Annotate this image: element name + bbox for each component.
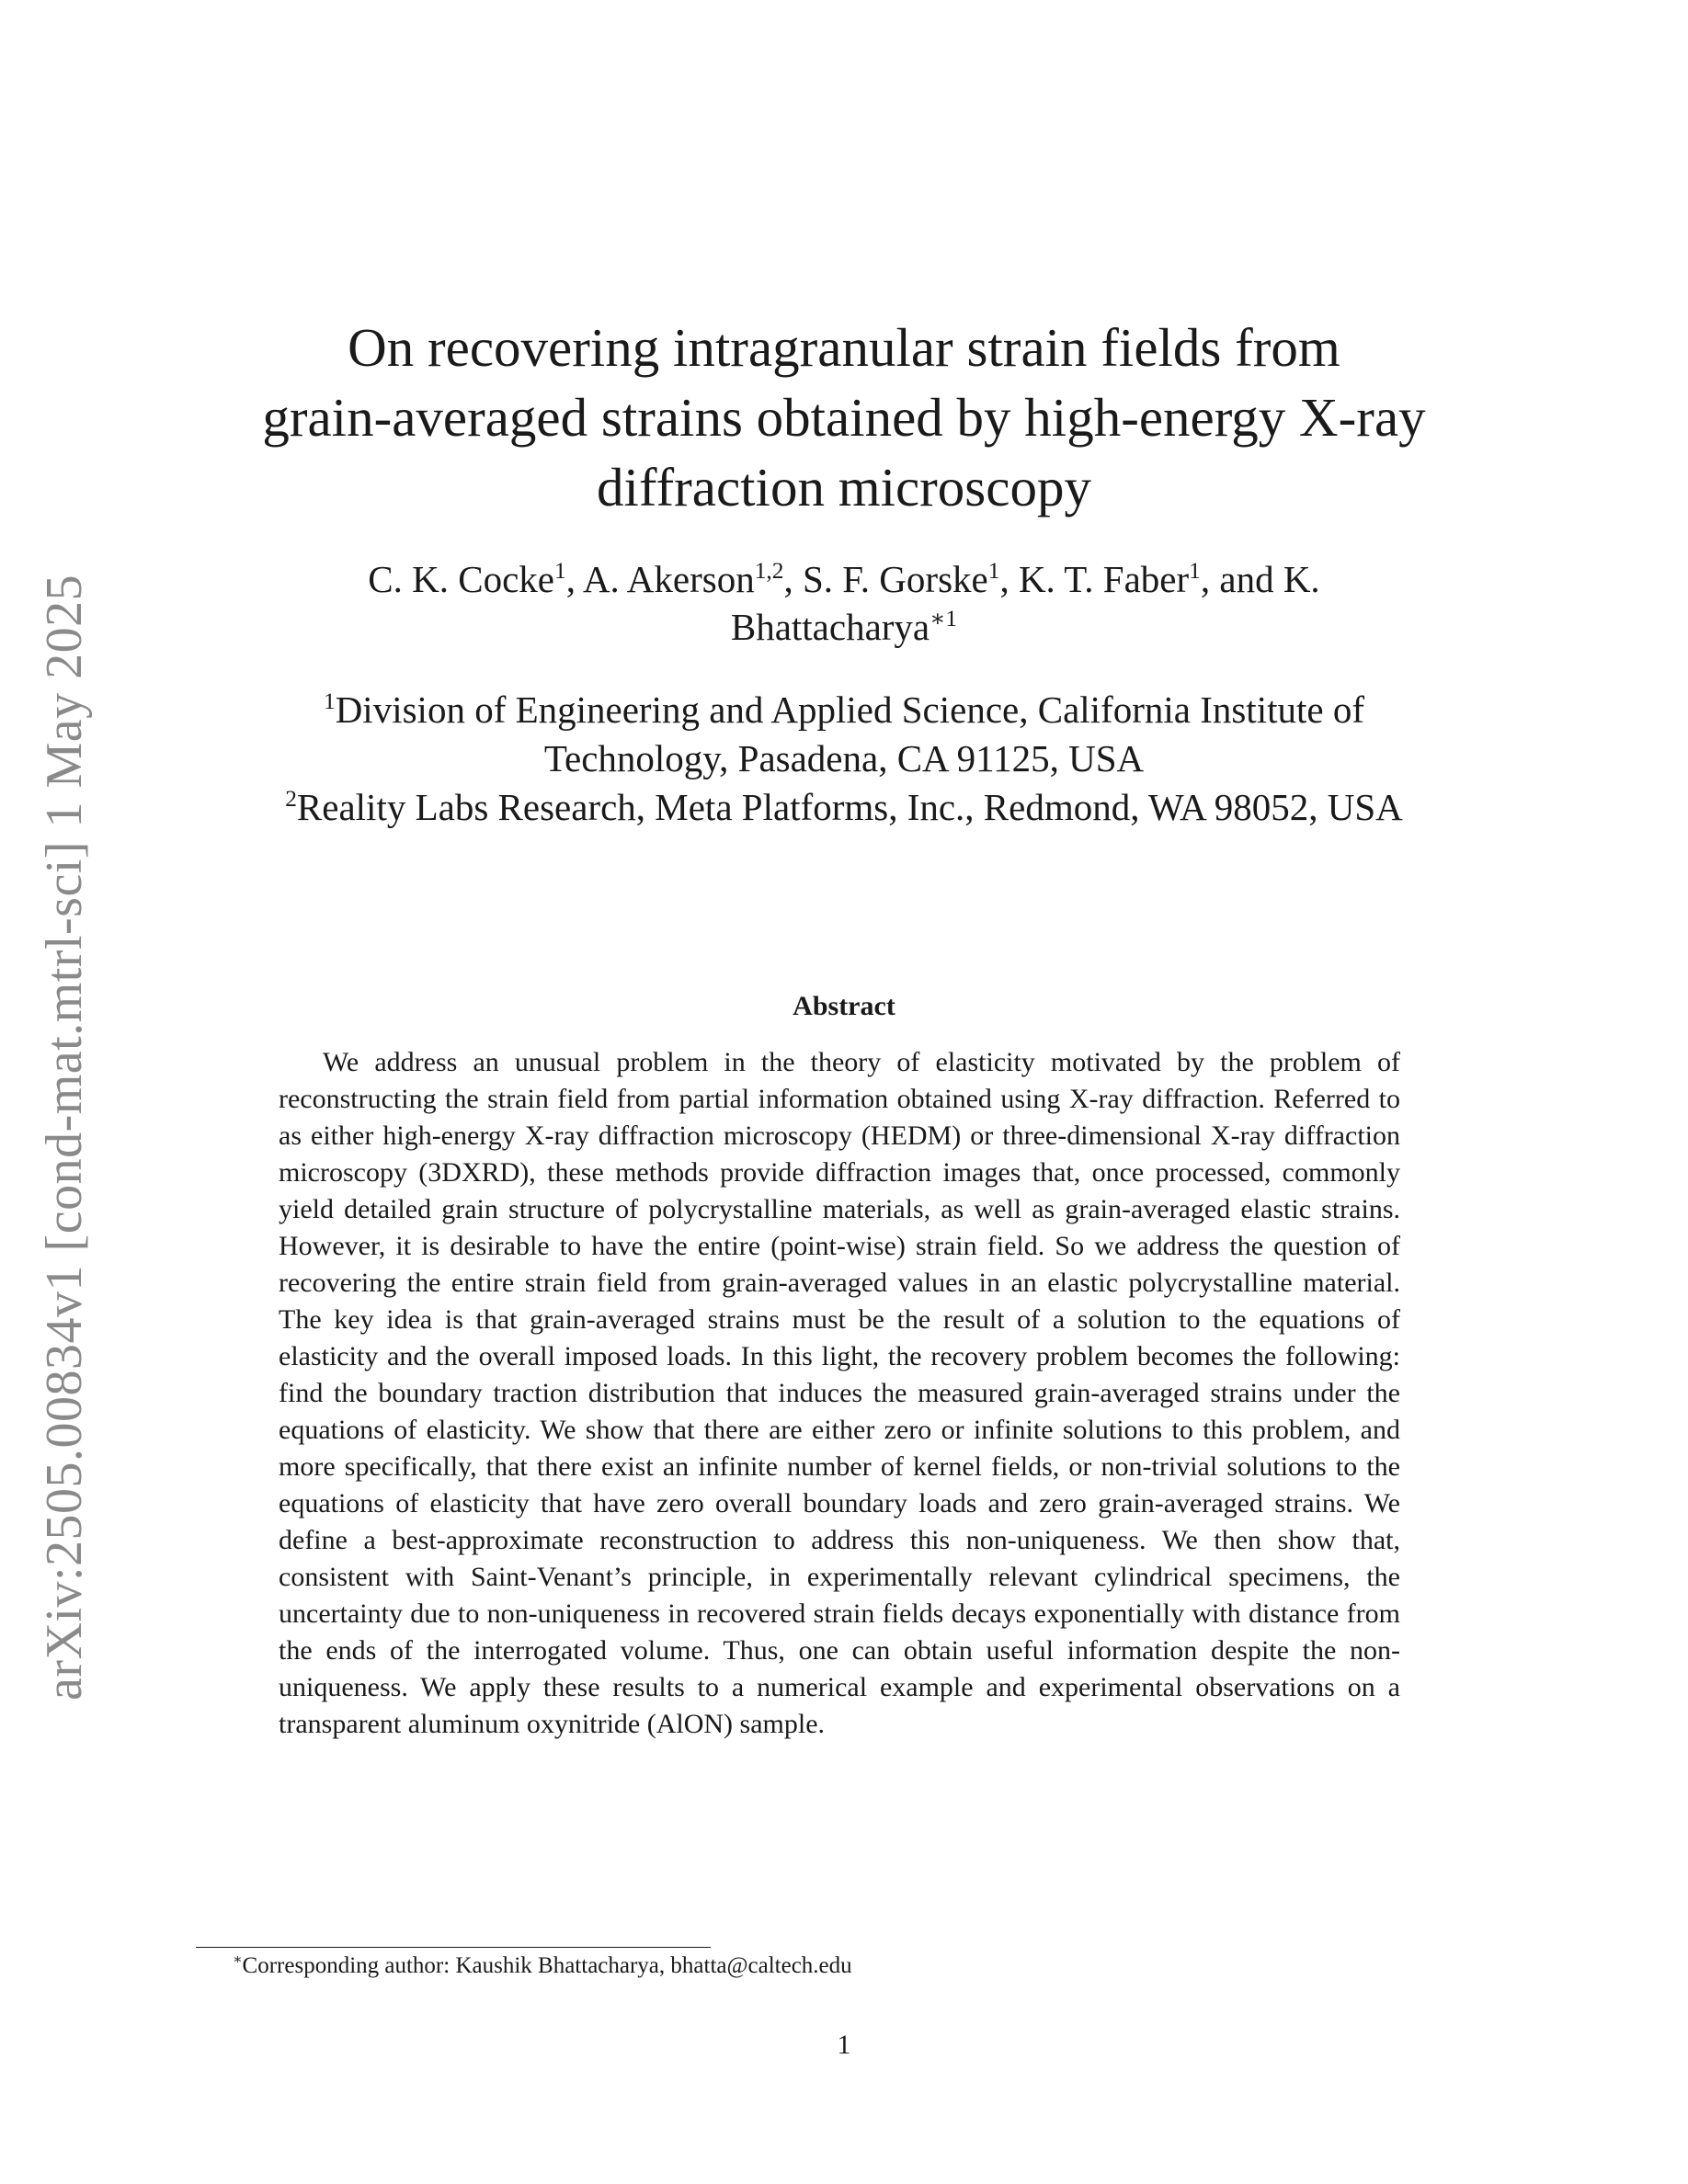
footnote-divider: [196, 1947, 711, 1948]
title-line-3: diffraction microscopy: [597, 457, 1091, 518]
abstract-body: We address an unusual problem in the theory of elasticity motivated by the problem of reconstructing the strain field from partial information obtained using X-ray diffraction. Referred to as either high-energy X-ray diffraction microscopy (HEDM) or three-dimensional X-ray diffraction microscopy (3DXRD), these methods provide diffraction images that, once processed, commonly yield detailed grain structure of polycrystalline materials, as well as grain-averaged elastic strains. However, it is desirable to have the entire (point-wise) strain field. So we address the question of recovering the entire strain field from grain-averaged values in an elastic polycrystalline material. The key idea is that grain-averaged strains must be the result of a solution to the equations of elasticity and the overall imposed loads. In this light, the recovery problem becomes the following: find the boundary traction distribution that induces the measured grain-averaged strains under the equations of elasticity. We show that there are either zero or infinite solutions to this problem, and more specifically, that there exist an infinite number of kernel fields, or non-trivial solutions to the equations of elasticity that have zero overall boundary loads and zero grain-averaged strains. We define a best-approximate reconstruction to address this non-uniqueness. We then show that, consistent with Saint-Venant’s principle, in experimentally relevant cylindrical specimens, the uncertainty due to non-uniqueness in recovered strain fields decays exponentially with distance from the ends of the interrogated volume. Thus, one can obtain useful information despite the non-uniqueness. We apply these results to a numerical example and experimental observations on a transparent aluminum oxynitride (AlON) sample.: [279, 1047, 1400, 1739]
author-conjunction: and K.: [1219, 558, 1320, 600]
paper-title: [184, 313, 1504, 522]
affiliation-1-line-2: Technology, Pasadena, CA 91125, USA: [543, 737, 1145, 779]
arxiv-identifier-stamp: arXiv:2505.00834v1 [cond-mat.mtrl-sci] 1 May 2025: [36, 574, 93, 1701]
affiliation-1-mark: 1: [324, 688, 336, 714]
author-bhattacharya: Bhattacharya: [730, 606, 930, 648]
corresponding-author-footnote: [233, 1951, 1336, 1982]
author-list: [184, 555, 1504, 651]
author-cocke-affiliation-mark: 1: [554, 557, 566, 584]
affiliation-1-line-1: [138, 686, 1550, 734]
title-line-2: grain-averaged strains obtained by high-energy X-ray: [262, 387, 1426, 448]
affiliation-list: [138, 686, 1550, 832]
footnote-mark: ∗: [233, 1951, 243, 1968]
author-line-2: [184, 603, 1504, 651]
affiliation-1-text: Division of Engineering and Applied Science, California Institute of: [335, 688, 1364, 731]
author-gorske: S. F. Gorske: [802, 558, 988, 600]
author-akerson-affiliation-mark: 1,2: [754, 557, 784, 584]
author-cocke: C. K. Cocke: [368, 558, 554, 600]
footnote-text: Corresponding author: Kaushik Bhattacharya, bhatta@caltech.edu: [242, 1953, 852, 1978]
page-number: 1: [837, 2030, 851, 2060]
author-faber: K. T. Faber: [1018, 558, 1190, 600]
author-line-1: C. K. Cocke$^1$, A. Akerson$^{1,2}$, S. F. Gorske$^1$, K. T. Faber$^1$, and K.: [368, 557, 1320, 600]
affiliation-2-text: Reality Labs Research, Meta Platforms, Inc., Redmond, WA 98052, USA: [296, 786, 1403, 828]
author-faber-affiliation-mark: 1: [1189, 557, 1201, 584]
abstract-heading: Abstract: [793, 991, 895, 1021]
author-bhattacharya-affiliation-mark: ∗1: [930, 605, 958, 631]
title-line-1: On recovering intragranular strain fields from: [348, 317, 1340, 378]
affiliation-2-mark: 2: [285, 785, 297, 812]
author-akerson: A. Akerson: [582, 558, 755, 600]
author-gorske-affiliation-mark: 1: [987, 557, 1000, 584]
affiliation-2: [138, 783, 1550, 832]
